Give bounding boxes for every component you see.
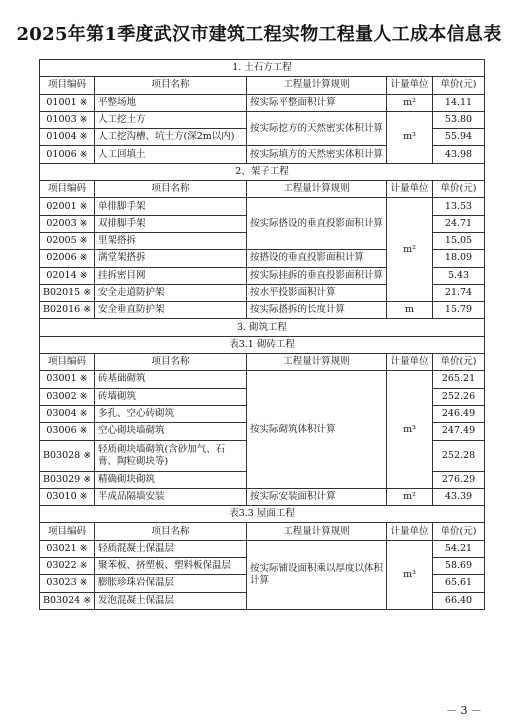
subsection-title: 表3.3 屋面工程 bbox=[40, 506, 485, 523]
item-price: 265.21 bbox=[433, 371, 485, 388]
header-price: 单价(元) bbox=[433, 354, 485, 371]
item-rule: 按实际搭设的垂直投影面积计算 bbox=[247, 198, 387, 250]
item-rule: 按实际挖方的天然密实体积计算 bbox=[247, 111, 387, 146]
header-name: 项目名称 bbox=[95, 523, 247, 540]
item-rule: 按搭设的垂直投影面积计算 bbox=[247, 250, 387, 267]
item-name: 砖基础砌筑 bbox=[95, 371, 247, 388]
item-price: 55.94 bbox=[433, 129, 485, 146]
subsection-row bbox=[40, 336, 485, 353]
item-name: 膨胀珍珠岩保温层 bbox=[95, 575, 247, 592]
item-name: 里架搭拆 bbox=[95, 232, 247, 249]
section-title: 2、架子工程 bbox=[40, 163, 485, 180]
item-unit: m² bbox=[387, 198, 433, 302]
item-code: 03001 ※ bbox=[40, 371, 95, 388]
item-name: 发泡混凝土保温层 bbox=[95, 592, 247, 609]
item-rule: 按实际安装面积计算 bbox=[247, 488, 387, 505]
item-code: 03022 ※ bbox=[40, 558, 95, 575]
header-unit: 计量单位 bbox=[387, 354, 433, 371]
header-rule: 工程量计算规则 bbox=[247, 523, 387, 540]
item-price: 66.40 bbox=[433, 592, 485, 609]
item-code: 03002 ※ bbox=[40, 388, 95, 405]
item-code: 02006 ※ bbox=[40, 250, 95, 267]
item-code: 03023 ※ bbox=[40, 575, 95, 592]
header-rule: 工程量计算规则 bbox=[247, 354, 387, 371]
item-price: 18.09 bbox=[433, 250, 485, 267]
item-rule: 按实际挂拆的垂直投影面积计算 bbox=[247, 267, 387, 284]
item-rule: 按实际搭拆的长度计算 bbox=[247, 302, 387, 319]
item-price: 252.26 bbox=[433, 388, 485, 405]
item-code: B02015 ※ bbox=[40, 284, 95, 301]
item-unit: m² bbox=[387, 488, 433, 505]
header-row bbox=[40, 523, 485, 540]
item-code: 03006 ※ bbox=[40, 423, 95, 440]
item-name: 人工挖沟槽、坑土方(深2m以内) bbox=[95, 129, 247, 146]
item-price: 53.80 bbox=[433, 111, 485, 128]
header-name: 项目名称 bbox=[95, 181, 247, 198]
item-price: 54.21 bbox=[433, 540, 485, 557]
item-code: 01006 ※ bbox=[40, 146, 95, 163]
item-price: 247.49 bbox=[433, 423, 485, 440]
item-code: B03028 ※ bbox=[40, 440, 95, 471]
header-price: 单价(元) bbox=[433, 77, 485, 94]
item-price: 43.39 bbox=[433, 488, 485, 505]
header-unit: 计量单位 bbox=[387, 181, 433, 198]
header-rule: 工程量计算规则 bbox=[247, 77, 387, 94]
section-title: 3. 砌筑工程 bbox=[40, 319, 485, 336]
item-name: 半成品隔墙安装 bbox=[95, 488, 247, 505]
table-row bbox=[40, 94, 485, 111]
header-code: 项目编码 bbox=[40, 77, 95, 94]
item-code: 03010 ※ bbox=[40, 488, 95, 505]
item-name: 轻质砌块墙砌筑(含砂加气、石膏、陶粒砌块等) bbox=[95, 440, 247, 471]
cost-table bbox=[39, 59, 485, 610]
table-row bbox=[40, 371, 485, 388]
table-row bbox=[40, 198, 485, 215]
item-price: 43.98 bbox=[433, 146, 485, 163]
item-price: 65.61 bbox=[433, 575, 485, 592]
table-row bbox=[40, 302, 485, 319]
header-name: 项目名称 bbox=[95, 77, 247, 94]
item-name: 人工挖土方 bbox=[95, 111, 247, 128]
item-rule: 按实际平整面积计算 bbox=[247, 94, 387, 111]
item-name: 挂拆密目网 bbox=[95, 267, 247, 284]
header-code: 项目编码 bbox=[40, 354, 95, 371]
item-code: 02003 ※ bbox=[40, 215, 95, 232]
section-row bbox=[40, 319, 485, 336]
item-code: B03024 ※ bbox=[40, 592, 95, 609]
item-price: 13.53 bbox=[433, 198, 485, 215]
item-name: 安全走道防护架 bbox=[95, 284, 247, 301]
page-title: 2025年第1季度武汉市建筑工程实物工程量人工成本信息表 bbox=[16, 24, 502, 45]
item-name: 精确砌块砌筑 bbox=[95, 471, 247, 488]
item-name: 空心砌块墙砌筑 bbox=[95, 423, 247, 440]
item-code: 02001 ※ bbox=[40, 198, 95, 215]
item-unit: m bbox=[387, 302, 433, 319]
item-price: 15.79 bbox=[433, 302, 485, 319]
page-number: － 3 － bbox=[446, 704, 482, 717]
item-price: 252.28 bbox=[433, 440, 485, 471]
item-rule: 按实际填方的天然密实体积计算 bbox=[247, 146, 387, 163]
header-price: 单价(元) bbox=[433, 181, 485, 198]
item-price: 276.29 bbox=[433, 471, 485, 488]
item-name: 双排脚手架 bbox=[95, 215, 247, 232]
item-code: 02005 ※ bbox=[40, 232, 95, 249]
item-price: 5.43 bbox=[433, 267, 485, 284]
item-unit: m³ bbox=[387, 111, 433, 163]
header-name: 项目名称 bbox=[95, 354, 247, 371]
item-name: 平整场地 bbox=[95, 94, 247, 111]
table-row bbox=[40, 540, 485, 557]
header-row bbox=[40, 181, 485, 198]
item-code: 01004 ※ bbox=[40, 129, 95, 146]
item-price: 14.11 bbox=[433, 94, 485, 111]
header-code: 项目编码 bbox=[40, 523, 95, 540]
item-rule: 按实际砌筑体积计算 bbox=[247, 371, 387, 488]
item-unit: m² bbox=[387, 94, 433, 111]
item-price: 246.49 bbox=[433, 405, 485, 422]
item-code: 01003 ※ bbox=[40, 111, 95, 128]
item-price: 15.05 bbox=[433, 232, 485, 249]
table-row bbox=[40, 111, 485, 128]
header-unit: 计量单位 bbox=[387, 77, 433, 94]
header-row bbox=[40, 77, 485, 94]
item-price: 21.74 bbox=[433, 284, 485, 301]
item-code: 01001 ※ bbox=[40, 94, 95, 111]
item-code: 03021 ※ bbox=[40, 540, 95, 557]
item-name: 满堂架搭拆 bbox=[95, 250, 247, 267]
item-rule: 按实际铺设面积乘以厚度以体积计算 bbox=[247, 540, 387, 609]
item-price: 24.71 bbox=[433, 215, 485, 232]
item-name: 安全垂直防护架 bbox=[95, 302, 247, 319]
item-name: 单排脚手架 bbox=[95, 198, 247, 215]
item-code: B03029 ※ bbox=[40, 471, 95, 488]
section-row bbox=[40, 163, 485, 180]
item-name: 轻质混凝土保温层 bbox=[95, 540, 247, 557]
item-code: 03004 ※ bbox=[40, 405, 95, 422]
subsection-row bbox=[40, 506, 485, 523]
item-unit: m³ bbox=[387, 540, 433, 609]
table-row bbox=[40, 488, 485, 505]
subsection-title: 表3.1 砌砖工程 bbox=[40, 336, 485, 353]
item-name: 聚苯板、挤塑板、塑料板保温层 bbox=[95, 558, 247, 575]
header-row bbox=[40, 354, 485, 371]
item-name: 人工回填土 bbox=[95, 146, 247, 163]
item-name: 多孔、空心砖砌筑 bbox=[95, 405, 247, 422]
item-code: 02014 ※ bbox=[40, 267, 95, 284]
section-title: 1. 土石方工程 bbox=[40, 60, 485, 77]
header-rule: 工程量计算规则 bbox=[247, 181, 387, 198]
header-unit: 计量单位 bbox=[387, 523, 433, 540]
header-code: 项目编码 bbox=[40, 181, 95, 198]
item-code: B02016 ※ bbox=[40, 302, 95, 319]
item-price: 58.69 bbox=[433, 558, 485, 575]
item-unit: m³ bbox=[387, 371, 433, 488]
item-rule: 按水平投影面积计算 bbox=[247, 284, 387, 301]
item-name: 砖墙砌筑 bbox=[95, 388, 247, 405]
section-row bbox=[40, 60, 485, 77]
header-price: 单价(元) bbox=[433, 523, 485, 540]
